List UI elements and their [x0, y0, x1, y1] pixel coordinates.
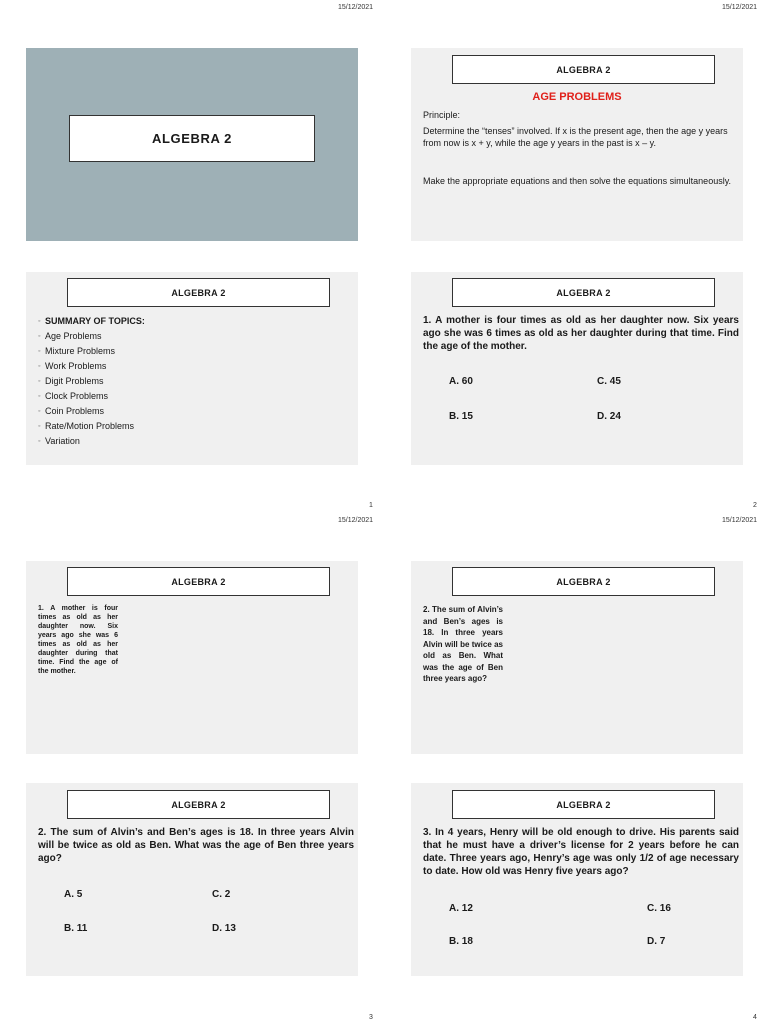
slide-title: ALGEBRA 2 [452, 790, 715, 819]
answer-a: A. 60 [449, 376, 473, 387]
page-number: 1 [369, 502, 373, 509]
answer-c: C. 45 [597, 376, 621, 387]
answer-a: A. 12 [449, 903, 473, 914]
page-date: 15/12/2021 [722, 4, 758, 11]
slide-8 [411, 783, 743, 976]
answer-b: B. 18 [449, 936, 473, 947]
slide-title: ALGEBRA 2 [452, 55, 715, 84]
question-text: 2. The sum of Alvin’s and Ben’s ages is 18. In three years Alvin will be twice as old as Ben. What was the age of Ben three years ago? [423, 605, 503, 683]
answer-d: D. 7 [647, 936, 666, 947]
answer-b: B. 11 [64, 923, 88, 934]
slide-title: ALGEBRA 2 [67, 567, 330, 596]
question-text: 1. A mother is four times as old as her daughter now. Six years ago she was 6 times as old as her daughter during that time. Find the age of the mother. [38, 605, 118, 675]
topic-list-heading: ◦ SUMMARY OF TOPICS: [38, 314, 145, 329]
page-number: 2 [753, 502, 757, 509]
question-text: 3. In 4 years, Henry will be old enough to drive. His parents said that he must have a driver’s license for 2 years before he can date. Three years ago, Henry’s age was only 1/2 of age necessary to date. How old was Henry five years ago? [423, 827, 739, 877]
answer-c: C. 2 [212, 889, 231, 900]
slide-4 [411, 272, 743, 465]
slide-title: ALGEBRA 2 [69, 115, 315, 162]
topic-item: ◦ Clock Problems [38, 389, 145, 404]
page-date: 15/12/2021 [338, 4, 374, 11]
slide-7 [26, 783, 358, 976]
section-heading: AGE PROBLEMS [532, 91, 622, 103]
answer-c: C. 16 [647, 903, 671, 914]
topic-item: ◦ Age Problems [38, 329, 145, 344]
slide-title: ALGEBRA 2 [67, 278, 330, 307]
instruction-text: Make the appropriate equations and then solve the equations simultaneously. [423, 176, 732, 186]
topic-item: ◦ Digit Problems [38, 374, 145, 389]
slide-title: ALGEBRA 2 [67, 790, 330, 819]
principle-text: Determine the “tenses” involved. If x is the present age, then the age y years from now is x + y, while the age y years in the past is x – y. [423, 126, 728, 148]
slide-5 [26, 561, 358, 754]
page-date: 15/12/2021 [722, 517, 758, 524]
question-text: 1. A mother is four times as old as her daughter now. Six years ago she was 6 times as old as her daughter during that time. Find the age of the mother. [423, 315, 739, 352]
answer-a: A. 5 [64, 889, 83, 900]
slide-2 [411, 48, 743, 241]
topic-item: ◦ Rate/Motion Problems [38, 419, 145, 434]
slide-6 [411, 561, 743, 754]
answer-d: D. 24 [597, 411, 621, 422]
answer-b: B. 15 [449, 411, 473, 422]
question-text: 2. The sum of Alvin’s and Ben’s ages is 18. In three years Alvin will be twice as old as Ben. What was the age of Ben three years ago? [38, 827, 354, 864]
slide-title: ALGEBRA 2 [452, 567, 715, 596]
topic-item: ◦ Coin Problems [38, 404, 145, 419]
topic-list [38, 314, 145, 449]
slide-1 [26, 48, 358, 241]
page-date: 15/12/2021 [338, 517, 374, 524]
topic-item: ◦ Mixture Problems [38, 344, 145, 359]
slide-title: ALGEBRA 2 [452, 278, 715, 307]
page-number: 3 [369, 1014, 373, 1021]
topic-item: ◦ Work Problems [38, 359, 145, 374]
answer-d: D. 13 [212, 923, 236, 934]
page-number: 4 [753, 1014, 757, 1021]
topic-item: ◦ Variation [38, 434, 145, 449]
slide-3 [26, 272, 358, 465]
principle-label: Principle: [423, 110, 461, 120]
